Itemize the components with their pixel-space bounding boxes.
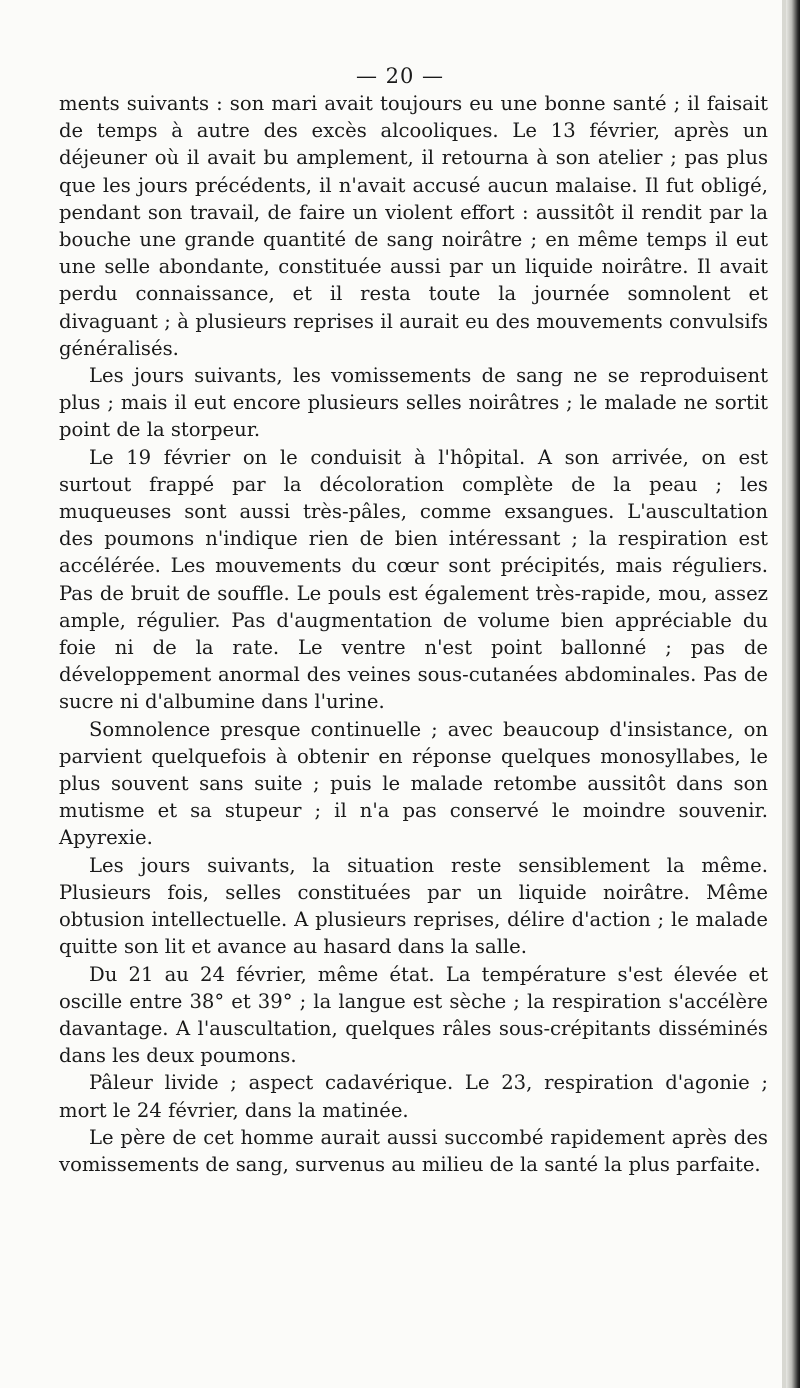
body-text [59, 90, 768, 1178]
paragraph-continued: ments suivants : son mari avait toujours eu une bonne santé ; il faisait de temps à autre des excès alcooliques. Le 13 février, après un déjeuner où il avait bu amplement, il retourna à son atelier ; pas plus que les jours précédents, il n'avait accusé aucun malaise. Il fut obligé, pendant son travail, de faire un violent effort : aussitôt il rendit par la bouche une grande quantité de sang noirâtre ; en même temps il eut une selle abondante, constituée aussi par un liquide noirâtre. Il avait perdu connaissance, et il resta toute la journée somnolent et divaguant ; à plusieurs reprises il aurait eu des mouvements convulsifs généralisés. [59, 92, 768, 360]
page-edge [786, 0, 800, 1388]
paragraph: Les jours suivants, la situation reste sensiblement la même. Plusieurs fois, selles constituées par un liquide noirâtre. Même obtusion intellectuelle. A plusieurs reprises, délire d'action ; le malade quitte son lit et avance au hasard dans la salle. [59, 853, 768, 959]
paragraph: Du 21 au 24 février, même état. La température s'est élevée et oscille entre 38° et 39° ; la langue est sèche ; la respiration s'accélère davantage. A l'auscultation, quelques râles sous-crépitants disséminés dans les deux poumons. [59, 962, 768, 1068]
paragraph: Pâleur livide ; aspect cadavérique. Le 23, respiration d'agonie ; mort le 24 février, dans la matinée. [59, 1071, 768, 1122]
paragraph: Somnolence presque continuelle ; avec beaucoup d'insistance, on parvient quelquefois à obtenir en réponse quelques monosyllabes, le plus souvent sans suite ; puis le malade retombe aussitôt dans son mutisme et sa stupeur ; il n'a pas conservé le moindre souvenir. Apyrexie. [59, 717, 768, 850]
page-number: — 20 — [355, 64, 445, 88]
paragraph: Le 19 février on le conduisit à l'hôpital. A son arrivée, on est surtout frappé par la décoloration complète de la peau ; les muqueuses sont aussi très-pâles, comme exsangues. L'auscultation des poumons n'indique rien de bien intéressant ; la respiration est accélérée. Les mouvements du cœur sont précipités, mais réguliers. Pas de bruit de souffle. Le pouls est également très-rapide, mou, assez ample, régulier. Pas d'augmentation de volume bien appréciable du foie ni de la rate. Le ventre n'est point ballonné ; pas de développement anormal des veines sous-cutanées abdominales. Pas de sucre ni d'albumine dans l'urine. [59, 445, 768, 714]
paragraph: Le père de cet homme aurait aussi succombé rapidement après des vomissements de sang, survenus au milieu de la santé la plus parfaite. [59, 1125, 768, 1176]
paragraph: Les jours suivants, les vomissements de sang ne se reproduisent plus ; mais il eut encore plusieurs selles noirâtres ; le malade ne sortit point de la storpeur. [59, 364, 768, 442]
